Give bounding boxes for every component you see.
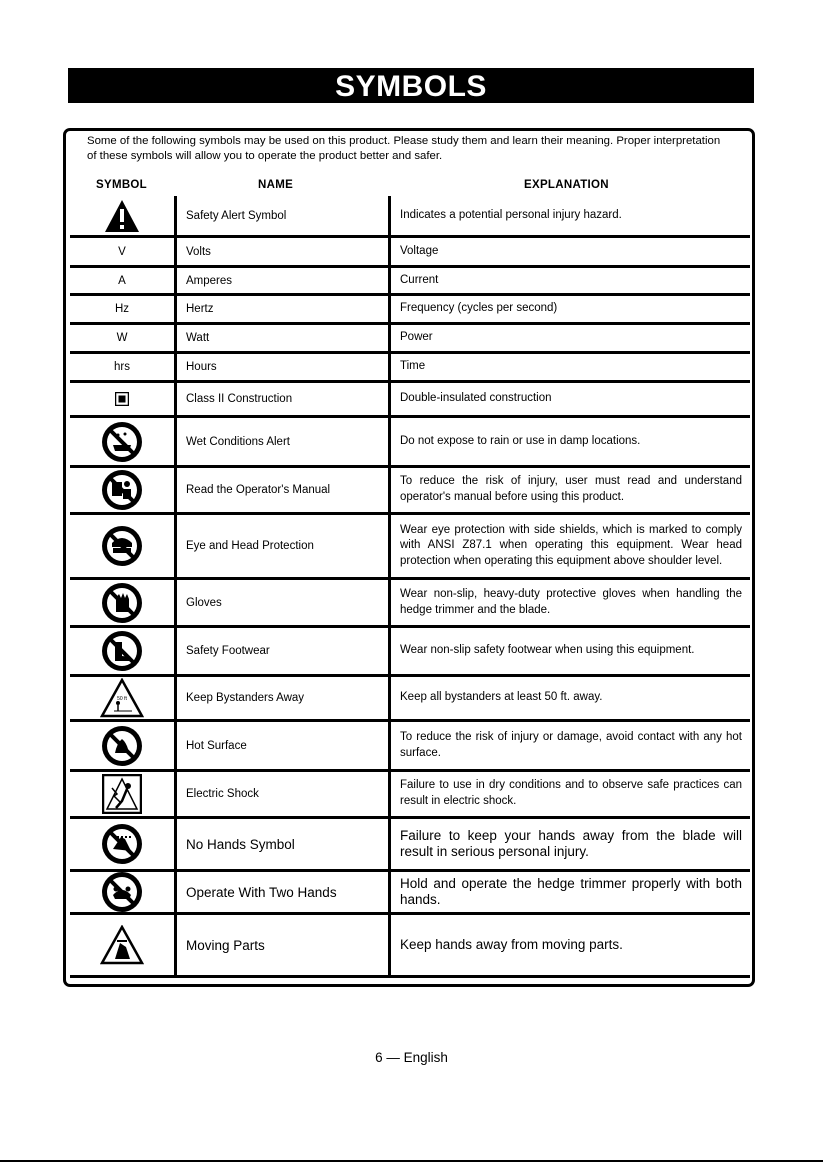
name-cell: Wet Conditions Alert [177, 418, 388, 465]
keep-bystanders-away-icon [100, 678, 144, 718]
explanation-cell: Wear non-slip safety footwear when using this equipment. [391, 628, 750, 674]
name-cell: Hours [177, 354, 388, 380]
symbol-cell [70, 325, 174, 351]
explanation-cell: Frequency (cycles per second) [391, 296, 750, 322]
symbol-cell [70, 872, 174, 912]
name-cell: Operate With Two Hands [177, 872, 388, 912]
read-manual-icon [101, 469, 143, 511]
page-footer: 6 — English [375, 1050, 448, 1065]
symbol-text: A [118, 274, 126, 287]
symbol-cell [70, 515, 174, 577]
name-cell: Hot Surface [177, 722, 388, 769]
name-cell: Hertz [177, 296, 388, 322]
header-name: NAME [258, 179, 294, 191]
name-cell: Class II Construction [177, 383, 388, 415]
symbol-cell [70, 354, 174, 380]
explanation-cell: Current [391, 268, 750, 293]
svg-text:50 ft: 50 ft [117, 696, 127, 702]
safety-alert-triangle-icon [104, 198, 140, 234]
name-cell: Moving Parts [177, 915, 388, 975]
symbol-cell [70, 722, 174, 769]
table-row [70, 325, 750, 351]
symbol-cell [70, 772, 174, 816]
explanation-cell: To reduce the risk of injury, user must read and understand operator's manual before using this product. [391, 468, 750, 512]
explanation-cell: Wear non-slip, heavy-duty protective gloves when handling the hedge trimmer and the blade. [391, 580, 750, 625]
symbol-cell [70, 468, 174, 512]
symbol-text: hrs [114, 361, 130, 373]
name-cell: Read the Operator's Manual [177, 468, 388, 512]
table-row [70, 819, 750, 869]
table-row [70, 196, 750, 235]
symbol-cell [70, 677, 174, 719]
symbol-cell [70, 628, 174, 674]
name-cell: Volts [177, 238, 388, 265]
gloves-icon [101, 582, 143, 624]
wet-conditions-icon [101, 421, 143, 463]
table-row [70, 677, 750, 719]
explanation-cell: Time [391, 354, 750, 380]
name-cell: Safety Alert Symbol [177, 196, 388, 235]
table-row [70, 354, 750, 380]
name-cell: Amperes [177, 268, 388, 293]
explanation-cell: Failure to keep your hands away from the blade will result in serious personal injury. [391, 819, 750, 869]
two-hands-operation-icon [101, 871, 143, 913]
header-symbol: SYMBOL [96, 179, 147, 191]
table-row [70, 515, 750, 577]
bottom-rule [0, 1160, 823, 1162]
symbol-cell [70, 418, 174, 465]
table-row [70, 383, 750, 415]
name-cell: Electric Shock [177, 772, 388, 816]
table-row [70, 580, 750, 625]
name-cell: Keep Bystanders Away [177, 677, 388, 719]
symbol-text: W [116, 332, 128, 344]
explanation-cell: Do not expose to rain or use in damp locations. [391, 418, 750, 465]
symbol-cell [70, 915, 174, 975]
symbol-text: Hz [114, 303, 130, 315]
explanation-cell: Double-insulated construction [391, 383, 750, 415]
name-cell: Eye and Head Protection [177, 515, 388, 577]
symbol-cell [70, 196, 174, 235]
table-row [70, 772, 750, 816]
name-cell: Safety Footwear [177, 628, 388, 674]
table-row [70, 722, 750, 769]
explanation-cell: Keep hands away from moving parts. [391, 915, 750, 975]
moving-parts-icon [100, 925, 144, 965]
symbol-cell [70, 296, 174, 322]
symbol-cell [70, 383, 174, 415]
table-row [70, 468, 750, 512]
intro-text: Some of the following symbols may be used on this product. Please study them and learn their meaning. Proper interpretation of these symbols will allow you to operate the product better and safer. [87, 135, 721, 162]
page-title: SYMBOLS [68, 68, 754, 103]
header-explanation: EXPLANATION [524, 179, 609, 191]
explanation-cell: Keep all bystanders at least 50 ft. away. [391, 677, 750, 719]
double-insulated-square-icon [115, 392, 129, 406]
electric-shock-icon [102, 774, 142, 814]
symbols-table [70, 196, 750, 978]
name-cell: Watt [177, 325, 388, 351]
table-row [70, 915, 750, 975]
explanation-cell: Failure to use in dry conditions and to observe safe practices can result in electric shock. [391, 772, 750, 816]
symbol-cell [70, 238, 174, 265]
explanation-cell: Voltage [391, 238, 750, 265]
table-row [70, 628, 750, 674]
no-hands-icon [101, 823, 143, 865]
table-row [70, 872, 750, 912]
table-row [70, 418, 750, 465]
symbol-cell [70, 268, 174, 293]
safety-footwear-icon [101, 630, 143, 672]
table-row [70, 296, 750, 322]
table-row [70, 268, 750, 293]
explanation-cell: Indicates a potential personal injury hazard. [391, 196, 750, 235]
explanation-cell: To reduce the risk of injury or damage, avoid contact with any hot surface. [391, 722, 750, 769]
name-cell: Gloves [177, 580, 388, 625]
explanation-cell: Power [391, 325, 750, 351]
table-row [70, 238, 750, 265]
explanation-cell: Hold and operate the hedge trimmer properly with both hands. [391, 872, 750, 912]
symbol-cell [70, 819, 174, 869]
name-cell: No Hands Symbol [177, 819, 388, 869]
symbol-text: V [118, 245, 126, 258]
eye-head-protection-icon [101, 525, 143, 567]
explanation-cell: Wear eye protection with side shields, which is marked to comply with ANSI Z87.1 when operating this equipment. Wear head protection when operating this equipment above shoulder level. [391, 515, 750, 577]
symbol-cell [70, 580, 174, 625]
hot-surface-icon [101, 725, 143, 767]
